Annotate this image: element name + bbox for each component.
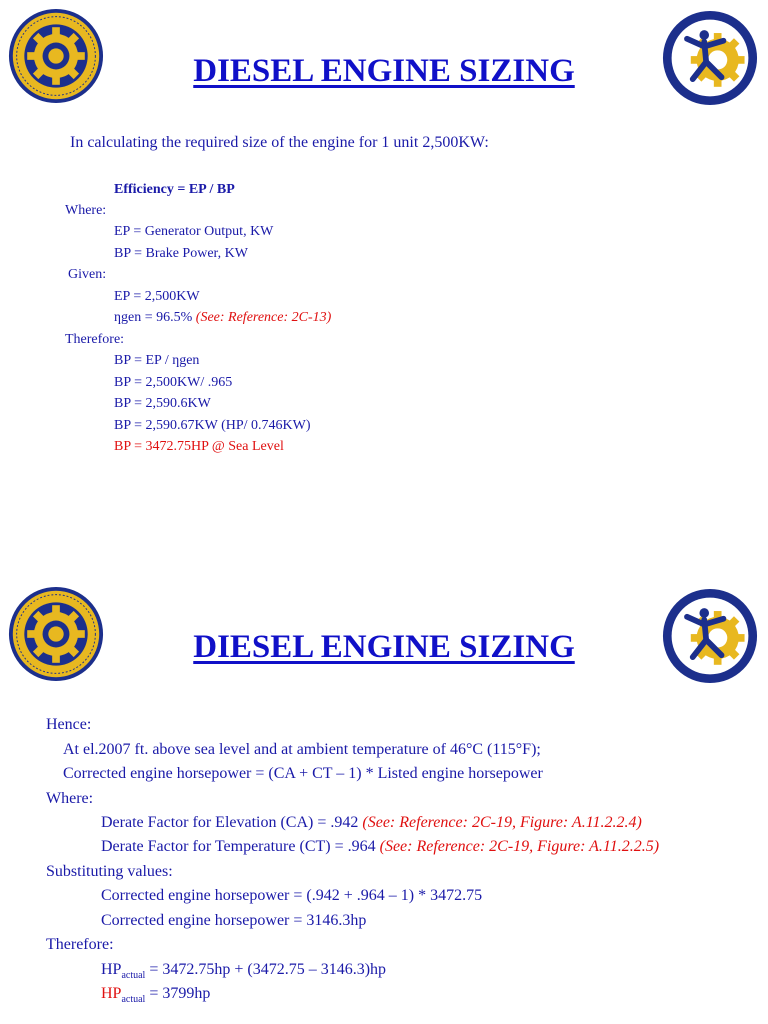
substitution-step: Corrected engine horsepower = 3146.3hp: [101, 912, 367, 929]
given-ep: EP = 2,500KW: [114, 289, 200, 304]
given-eta-reference: (See: Reference: 2C-13): [195, 310, 332, 325]
page-title: DIESEL ENGINE SIZING: [193, 53, 575, 89]
given-label: Given:: [68, 267, 107, 282]
derate-temperature: [101, 838, 659, 856]
hp-symbol: HP: [101, 961, 122, 978]
corrected-formula: Corrected engine horsepower = (CA + CT – 1) * Listed engine horsepower: [63, 765, 543, 782]
derate-elevation-reference: (See: Reference: 2C-19, Figure: A.11.2.2.4): [362, 814, 642, 831]
derate-temperature-value: Derate Factor for Temperature (CT) = .964: [101, 838, 376, 855]
calc-step: BP = 2,590.6KW: [114, 396, 211, 411]
hp-subscript: actual: [121, 970, 146, 982]
therefore-label: Therefore:: [65, 332, 125, 347]
hp-subscript: actual: [121, 994, 146, 1006]
hp-result-rhs: = 3799hp: [145, 985, 211, 1002]
hp-equation-rhs: = 3472.75hp + (3472.75 – 3146.3)hp: [145, 961, 387, 978]
page-title: DIESEL ENGINE SIZING: [193, 629, 575, 665]
where-item: EP = Generator Output, KW: [114, 224, 274, 239]
where-item: BP = Brake Power, KW: [114, 246, 248, 261]
where-label: Where:: [46, 790, 94, 807]
derate-elevation-value: Derate Factor for Elevation (CA) = .942: [101, 814, 359, 831]
derate-elevation: [101, 814, 642, 832]
given-eta-value: ƞgen = 96.5%: [114, 310, 193, 325]
intro-text: In calculating the required size of the engine for 1 unit 2,500KW:: [70, 134, 489, 151]
given-eta: [114, 310, 331, 326]
hp-actual-result: [101, 985, 210, 1005]
hence-label: Hence:: [46, 716, 92, 733]
substituting-label: Substituting values:: [46, 863, 173, 880]
calc-step: BP = EP / ƞgen: [114, 353, 200, 368]
slide-2: [0, 512, 768, 1024]
where-label: Where:: [65, 203, 107, 218]
calc-step: BP = 2,590.67KW (HP/ 0.746KW): [114, 418, 311, 433]
condition-text: At el.2007 ft. above sea level and at ambient temperature of 46°C (115°F);: [63, 741, 541, 758]
efficiency-formula: Efficiency = EP / BP: [114, 182, 235, 197]
substitution-step: Corrected engine horsepower = (.942 + .964 – 1) * 3472.75: [101, 887, 483, 904]
hp-actual-equation: [101, 961, 386, 981]
therefore-label: Therefore:: [46, 936, 114, 953]
derate-temperature-reference: (See: Reference: 2C-19, Figure: A.11.2.2.5): [379, 838, 660, 855]
hp-symbol: HP: [101, 985, 122, 1002]
calc-step: BP = 2,500KW/ .965: [114, 375, 233, 390]
result-line: BP = 3472.75HP @ Sea Level: [114, 439, 284, 454]
